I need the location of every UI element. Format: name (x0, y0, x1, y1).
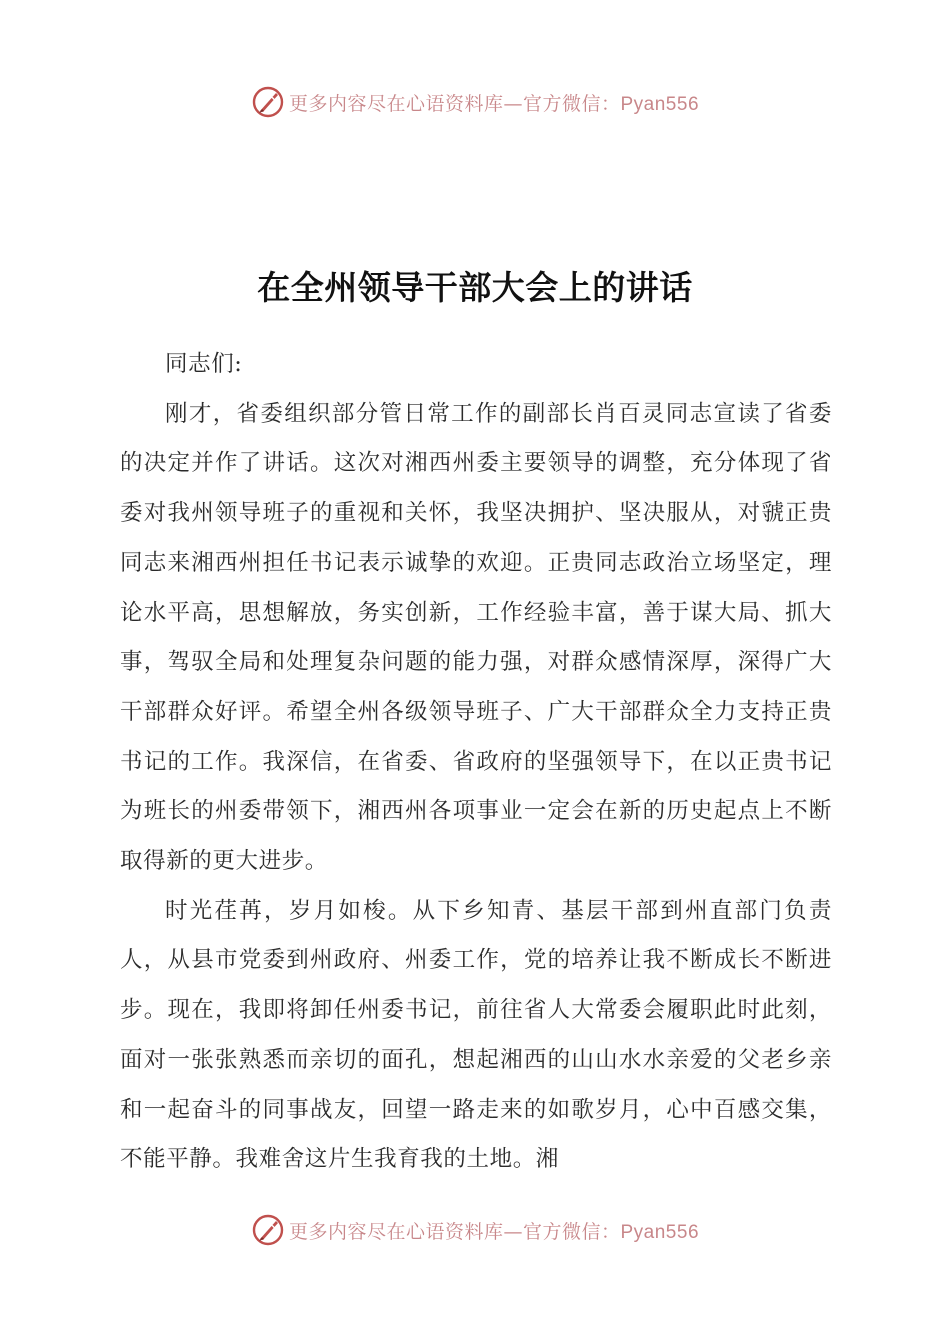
wechat-id: Pyan556 (620, 93, 700, 115)
document-title: 在全州领导干部大会上的讲话 (257, 268, 693, 307)
quill-logo-icon (251, 85, 285, 119)
salutation: 同志们: (165, 351, 243, 377)
wechat-id: Pyan556 (620, 1221, 700, 1243)
watermark-banner-bottom (0, 1210, 950, 1250)
quill-logo-icon (251, 1213, 285, 1247)
paragraph-1: 刚才，省委组织部分管日常工作的副部长肖百灵同志宣读了省委的决定并作了讲话。这次对湘西州委主要领导的调整，充分体现了省委对我州领导班子的重视和关怀，我坚决拥护、坚决服从，对虢正贵同志来湘西州担任书记表示诚挚的欢迎。正贵同志政治立场坚定，理论水平高，思想解放，务实创新，工作经验丰富，善于谋大局、抓大事，驾驭全局和处理复杂问题的能力强，对群众感情深厚，深得广大干部群众好评。希望全州各级领导班子、广大干部群众全力支持正贵书记的工作。我深信，在省委、省政府的坚强领导下，在以正贵书记为班长的州委带领下，湘西州各项事业一定会在新的历史起点上不断取得新的更大进步。 (120, 400, 832, 875)
watermark-text: 更多内容尽在心语资料库—官方微信：Pyan556 (288, 1220, 700, 1243)
watermark-banner-top (0, 82, 950, 122)
document-body (120, 340, 832, 1185)
watermark-text: 更多内容尽在心语资料库—官方微信：Pyan556 (288, 92, 700, 115)
paragraph-2: 时光荏苒，岁月如梭。从下乡知青、基层干部到州直部门负责人，从县市党委到州政府、州委工作，党的培养让我不断成长不断进步。现在，我即将卸任州委书记，前往省人大常委会履职此时此刻，面对一张张熟悉而亲切的面孔，想起湘西的山山水水亲爱的父老乡亲和一起奋斗的同事战友，回望一路走来的如歌岁月，心中百感交集，不能平静。我难舍这片生我育我的土地。湘 (120, 897, 832, 1173)
